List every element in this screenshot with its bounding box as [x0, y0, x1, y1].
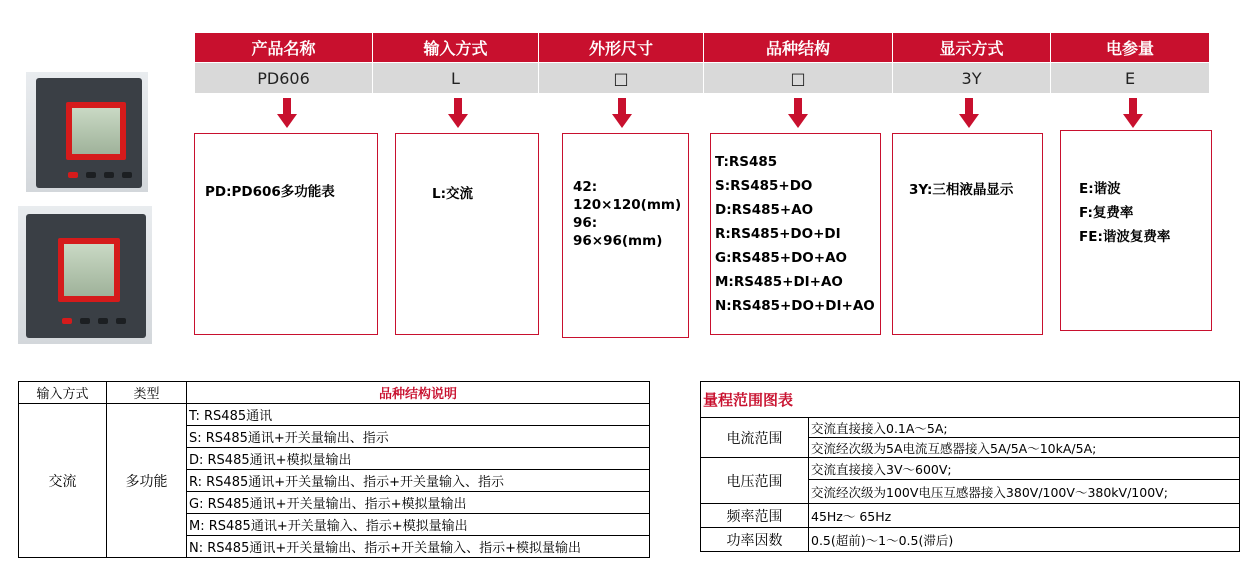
power-factor-value: 0.5(超前)～1～0.5(滞后): [809, 528, 1240, 552]
structure-line: S:RS485+DO: [715, 178, 813, 194]
arrow-down-icon: [962, 98, 976, 128]
header-dimensions: 外形尺寸: [539, 33, 703, 62]
structure-line: N:RS485+DO+DI+AO: [715, 298, 875, 314]
table-row: N: RS485通讯+开关量输出、指示+开关量输入、指示+模拟量输出: [187, 536, 650, 558]
freq-range-label: 频率范围: [701, 504, 809, 528]
table-header: 类型: [107, 382, 187, 404]
voltage-range-value: 交流经次级为100V电压互感器接入380V/100V～380kV/100V;: [809, 480, 1240, 504]
table-row: T: RS485通讯: [187, 404, 650, 426]
params-description-box: [1060, 130, 1212, 331]
table-row: M: RS485通讯+开关量输入、指示+模拟量输出: [187, 514, 650, 536]
range-table-title: 量程范围图表: [701, 382, 1240, 418]
structure-line: D:RS485+AO: [715, 202, 814, 218]
size-line: 120×120(mm): [573, 197, 682, 213]
table-row: G: RS485通讯+开关量输出、指示+模拟量输出: [187, 492, 650, 514]
table-row: R: RS485通讯+开关量输出、指示+开关量输入、指示: [187, 470, 650, 492]
header-structure: 品种结构: [704, 33, 892, 62]
category-cell: 多功能: [107, 404, 187, 558]
header-parameters: 电参量: [1051, 33, 1209, 62]
value-structure: □: [704, 63, 892, 93]
table-row: S: RS485通讯+开关量输出、指示: [187, 426, 650, 448]
size-line: 42:: [573, 179, 598, 195]
display-description: 3Y:三相液晶显示: [909, 182, 1014, 198]
display-description-box: [892, 133, 1043, 335]
arrow-down-icon: [791, 98, 805, 128]
size-line: 96:: [573, 215, 598, 231]
structure-line: M:RS485+DI+AO: [715, 274, 843, 290]
structure-line: R:RS485+DO+DI: [715, 226, 841, 242]
value-parameters: E: [1051, 63, 1209, 93]
table-title: 品种结构说明: [187, 382, 650, 404]
structure-description-box: [710, 133, 881, 335]
power-factor-label: 功率因数: [701, 528, 809, 552]
current-range-label: 电流范围: [701, 418, 809, 458]
arrow-down-icon: [451, 98, 465, 128]
arrow-down-icon: [280, 98, 294, 128]
header-input-method: 输入方式: [373, 33, 538, 62]
input-description-box: [395, 133, 539, 335]
arrow-down-icon: [615, 98, 629, 128]
voltage-range-value: 交流直接接入3V～600V;: [809, 458, 1240, 480]
range-table: [700, 381, 1240, 552]
arrow-down-icon: [1126, 98, 1140, 128]
product-photo-2: [18, 206, 152, 344]
product-photo-1: [26, 72, 148, 192]
param-line: E:谐波: [1079, 181, 1121, 197]
input-description: L:交流: [432, 186, 474, 202]
voltage-range-label: 电压范围: [701, 458, 809, 504]
param-line: FE:谐波复费率: [1079, 229, 1171, 245]
value-display: 3Y: [893, 63, 1050, 93]
header-product-name: 产品名称: [195, 33, 372, 62]
product-description: PD:PD606多功能表: [205, 184, 335, 200]
param-line: F:复费率: [1079, 205, 1134, 221]
value-dimensions: □: [539, 63, 703, 93]
product-description-box: [194, 133, 378, 335]
table-row: D: RS485通讯+模拟量输出: [187, 448, 650, 470]
structure-line: G:RS485+DO+AO: [715, 250, 848, 266]
structure-line: T:RS485: [715, 154, 778, 170]
table-header: 输入方式: [19, 382, 107, 404]
current-range-value: 交流直接接入0.1A～5A;: [809, 418, 1240, 438]
structure-table: [18, 381, 650, 558]
size-line: 96×96(mm): [573, 233, 663, 249]
current-range-value: 交流经次级为5A电流互感器接入5A/5A～10kA/5A;: [809, 438, 1240, 458]
input-type-cell: 交流: [19, 404, 107, 558]
header-display: 显示方式: [893, 33, 1050, 62]
size-description-box: [562, 133, 689, 338]
value-input-method: L: [373, 63, 538, 93]
value-product-name: PD606: [195, 63, 372, 93]
freq-range-value: 45Hz～ 65Hz: [809, 504, 1240, 528]
